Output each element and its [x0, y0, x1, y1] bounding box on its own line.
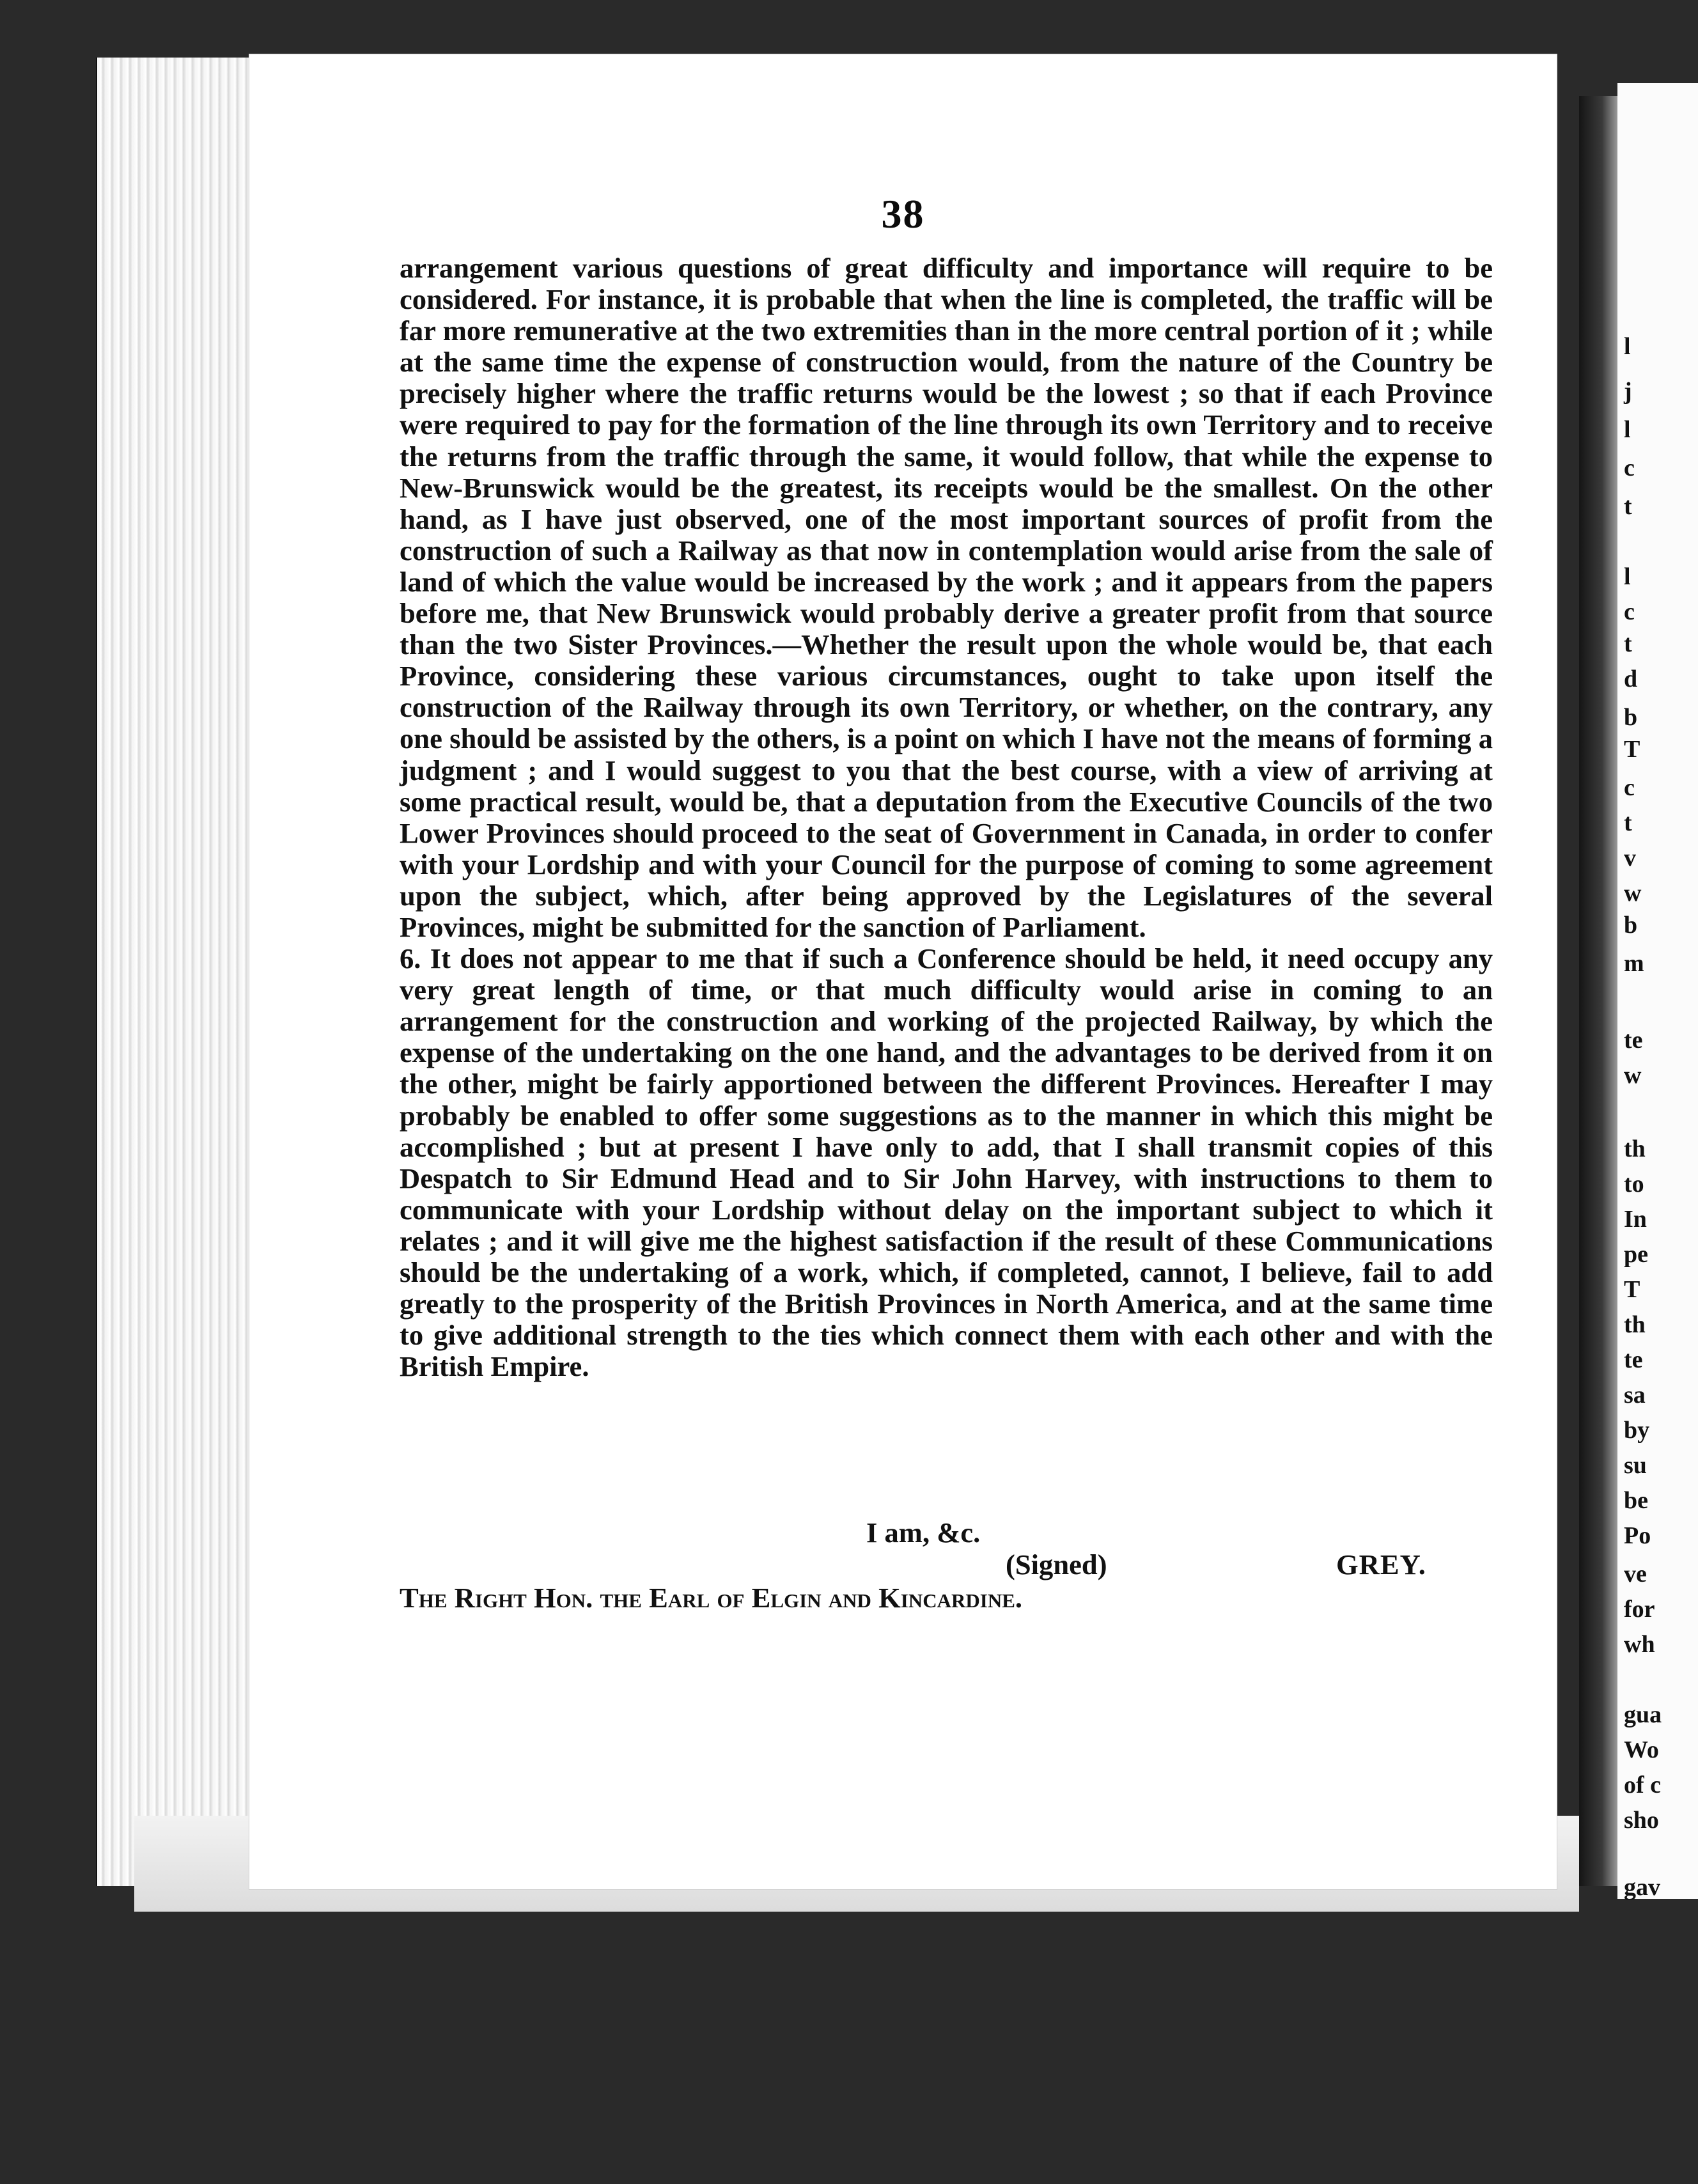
- adjacent-page-fragment: l: [1624, 333, 1631, 360]
- adjacent-page-fragment: te: [1624, 1027, 1643, 1054]
- paragraph: 6. It does not appear to me that if such a Conference should be held, it need occupy any very great length of time, or that much difficulty would arise in coming to an arrangement for the construction and working of the projected Railway, by which the expense of the undertaking on the one hand, and the advantages to be derived from it on the other, might be fairly apportioned between the different Provinces. Hereafter I may probably be enabled to offer some suggestions as to the manner in which this might be accomplished ; but at present I have only to add, that I shall transmit copies of this Despatch to Sir Edmund Head and to Sir John Harvey, with instructions to them to communicate with your Lordship without delay on the important subject to which it relates ; and it will give me the highest satisfaction if the result of these Communications should be the undertaking of a work, which, if completed, cannot, I believe, fail to add greatly to the prosperity of the British Provinces in North America, and at the same time to give additional strength to the ties which connect them with each other and with the British Empire.: [400, 942, 1493, 1383]
- adjacent-page-fragment: m: [1624, 950, 1644, 977]
- adjacent-page-fragment: ve: [1624, 1561, 1647, 1587]
- adjacent-page-fragment: be: [1624, 1487, 1648, 1514]
- adjacent-page-fragment: su: [1624, 1452, 1647, 1479]
- adjacent-page-fragment: t: [1624, 809, 1632, 836]
- adjacent-page-fragment: T: [1624, 1276, 1640, 1303]
- adjacent-page-fragment: Po: [1624, 1522, 1651, 1549]
- adjacent-page-fragment: d: [1624, 666, 1638, 692]
- adjacent-page-fragment: c: [1624, 455, 1635, 481]
- adjacent-page-fragment: wh: [1624, 1631, 1655, 1658]
- adjacent-page-fragment: t: [1624, 630, 1632, 657]
- adjacent-page-fragment: T: [1624, 736, 1640, 763]
- page-stack-edges: [96, 58, 257, 1886]
- salutation: I am, &c.: [866, 1517, 981, 1548]
- body-text: [400, 253, 1493, 1382]
- book-gutter: [1579, 96, 1617, 1886]
- adjacent-page-fragment: c: [1624, 598, 1635, 625]
- adjacent-page-fragment: te: [1624, 1346, 1643, 1373]
- adjacent-page-fragment: gua: [1624, 1701, 1662, 1728]
- adjacent-page-fragment: for: [1624, 1596, 1655, 1623]
- adjacent-page-fragment: Wo: [1624, 1736, 1659, 1763]
- adjacent-page-fragment: pe: [1624, 1241, 1648, 1268]
- adjacent-page-fragment: of c: [1624, 1772, 1662, 1798]
- adjacent-page-fragment: w: [1624, 1062, 1642, 1089]
- adjacent-page-fragment: c: [1624, 774, 1635, 801]
- adjacent-page-fragment: l: [1624, 416, 1631, 443]
- adjacent-page-fragment: In: [1624, 1206, 1647, 1233]
- paragraph: arrangement various questions of great difficulty and importance will require to be considered. For instance, it is probable that when the line is completed, the traffic will be far more remunerative at the two extremities than in the more central portion of it ; while at the same time the expense of construction would, from the nature of the Country be precisely higher where the traffic returns would be the lowest ; so that if each Province were required to pay for the formation of the line through its own Territory and to receive the returns from the traffic through the same, it would follow, that while the expense to New-Brunswick would be the greatest, its receipts would be the smallest. On the other hand, as I have just observed, one of the most important sources of profit from the construction of such a Railway as that now in contemplation would arise from the sale of land of which the value would be increased by the work ; and it appears from the papers before me, that New Brunswick would probably derive a greater profit from that source than the two Sister Provinces.—Whether the result upon the whole would be, that each Province, considering these various circumstances, ought to take upon itself the construction of the Railway through its own Territory, or whether, on the contrary, any one should be assisted by the others, is a point on which I have not the means of forming a judgment ; and I would suggest to you that the best course, with a view of arriving at some practical result, would be, that a deputation from the Executive Councils of the two Lower Provinces should proceed to the seat of Government in Canada, in order to confer with your Lordship and with your Council for the purpose of coming to some agreement upon the subject, which, after being approved by the Legislatures of the several Provinces, might be submitted for the sanction of Parliament.: [400, 252, 1493, 943]
- addressee: The Right Hon. the Earl of Elgin and Kincardine.: [400, 1582, 1023, 1614]
- adjacent-page-fragment: sho: [1624, 1807, 1659, 1834]
- adjacent-page-fragment: th: [1624, 1135, 1646, 1162]
- scan-background-top: [0, 0, 1698, 54]
- adjacent-page-fragment: t: [1624, 493, 1632, 520]
- document-page: [249, 54, 1557, 1889]
- letter-closing: [249, 1516, 1557, 1614]
- scan-background-bottom: [0, 1912, 1698, 2184]
- adjacent-page-fragment: b: [1624, 912, 1638, 939]
- adjacent-page-fragment: gav: [1624, 1874, 1660, 1901]
- adjacent-page-fragment: l: [1624, 563, 1631, 590]
- adjacent-page-fragment: th: [1624, 1311, 1646, 1338]
- adjacent-page-fragment: to: [1624, 1171, 1644, 1197]
- adjacent-page-fragment: v: [1624, 845, 1636, 871]
- adjacent-page-fragment: by: [1624, 1417, 1650, 1444]
- page-number: 38: [881, 191, 925, 237]
- adjacent-page-fragment: sa: [1624, 1382, 1646, 1408]
- signature: GREY.: [1336, 1548, 1426, 1580]
- adjacent-page: [1617, 83, 1698, 1899]
- signed-label: (Signed): [1006, 1548, 1107, 1580]
- adjacent-page-fragment: b: [1624, 704, 1638, 731]
- adjacent-page-fragment: w: [1624, 880, 1642, 907]
- adjacent-page-fragment: j: [1624, 378, 1632, 405]
